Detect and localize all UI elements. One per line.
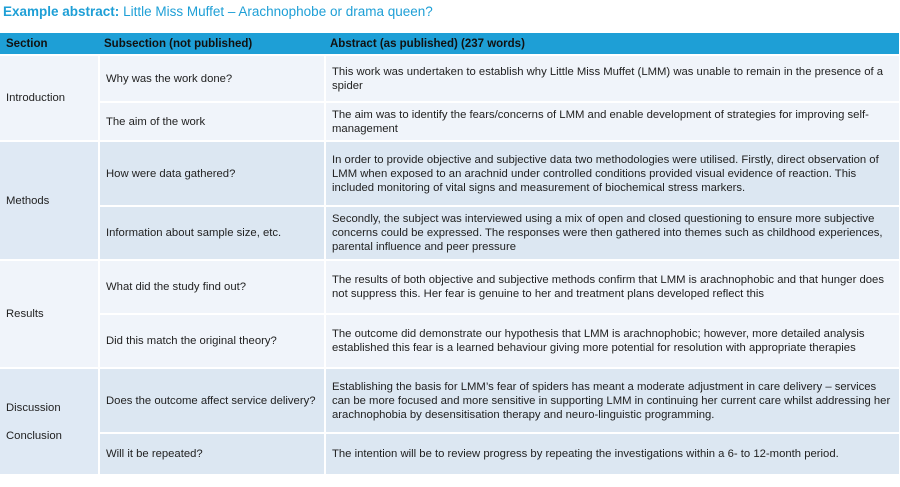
section-methods: Methods — [0, 142, 98, 259]
table-row — [0, 56, 899, 101]
subsection-cell: The aim of the work — [98, 103, 324, 140]
section-discussion: Discussion — [6, 401, 61, 414]
table-row — [0, 369, 899, 432]
abstract-cell: The results of both objective and subjective methods confirm that LMM is arachnophobic and that hunger does not suppress this. Her fear is genuine to her and treatment plans developed reflect this — [324, 261, 899, 313]
table-row — [0, 142, 899, 205]
abstract-cell: In order to provide objective and subjective data two methodologies were utilised. Firstly, direct observation of LMM when exposed to an arachnid under controlled conditions provided visual evidence of reaction. This included monitoring of vital signs and measurement of biochemical stress markers. — [324, 142, 899, 205]
header-subsection: Subsection (not published) — [98, 33, 324, 54]
title-lead: Example abstract: — [3, 4, 120, 19]
subsection-cell: Does the outcome affect service delivery? — [98, 369, 324, 432]
table-row — [0, 207, 899, 259]
section-introduction: Introduction — [0, 56, 98, 140]
subsection-cell: How were data gathered? — [98, 142, 324, 205]
abstract-cell: The intention will be to review progress by repeating the investigations within a 6- to 12-month period. — [324, 434, 899, 474]
table-row — [0, 261, 899, 313]
abstract-cell: Secondly, the subject was interviewed using a mix of open and closed questioning to ensure more subjective concerns could be expressed. The responses were then gathered into themes such as childhood experiences, parental influence and peer pressure — [324, 207, 899, 259]
section-results: Results — [0, 261, 98, 367]
abstract-cell: The aim was to identify the fears/concerns of LMM and enable development of strategies for improving self-management — [324, 103, 899, 140]
subsection-cell: What did the study find out? — [98, 261, 324, 313]
section-conclusion: Conclusion — [6, 429, 62, 442]
header-section: Section — [0, 33, 98, 54]
header-row — [0, 33, 899, 54]
section-discussion-conclusion — [0, 369, 98, 474]
abstract-cell: This work was undertaken to establish why Little Miss Muffet (LMM) was unable to remain in the presence of a spider — [324, 56, 899, 101]
subsection-cell: Will it be repeated? — [98, 434, 324, 474]
table-row — [0, 315, 899, 367]
subsection-cell: Did this match the original theory? — [98, 315, 324, 367]
subsection-cell: Information about sample size, etc. — [98, 207, 324, 259]
abstract-cell: The outcome did demonstrate our hypothesis that LMM is arachnophobic; however, more detailed analysis established this fear is a learned behaviour giving more potential for resolution with appropriate therapies — [324, 315, 899, 367]
abstract-cell: Establishing the basis for LMM’s fear of spiders has meant a moderate adjustment in care delivery – services can be more focused and more sensitive in supporting LMM in continuing her current care whilst addressing her arachnophobia by desensitisation therapy and neuro-linguistic programming. — [324, 369, 899, 432]
table-row — [0, 434, 899, 474]
title-text: Little Miss Muffet – Arachnophobe or drama queen? — [123, 4, 433, 19]
table-row — [0, 103, 899, 140]
header-abstract: Abstract (as published) (237 words) — [324, 33, 899, 54]
subsection-cell: Why was the work done? — [98, 56, 324, 101]
abstract-table — [0, 31, 899, 476]
page-title — [3, 3, 433, 27]
